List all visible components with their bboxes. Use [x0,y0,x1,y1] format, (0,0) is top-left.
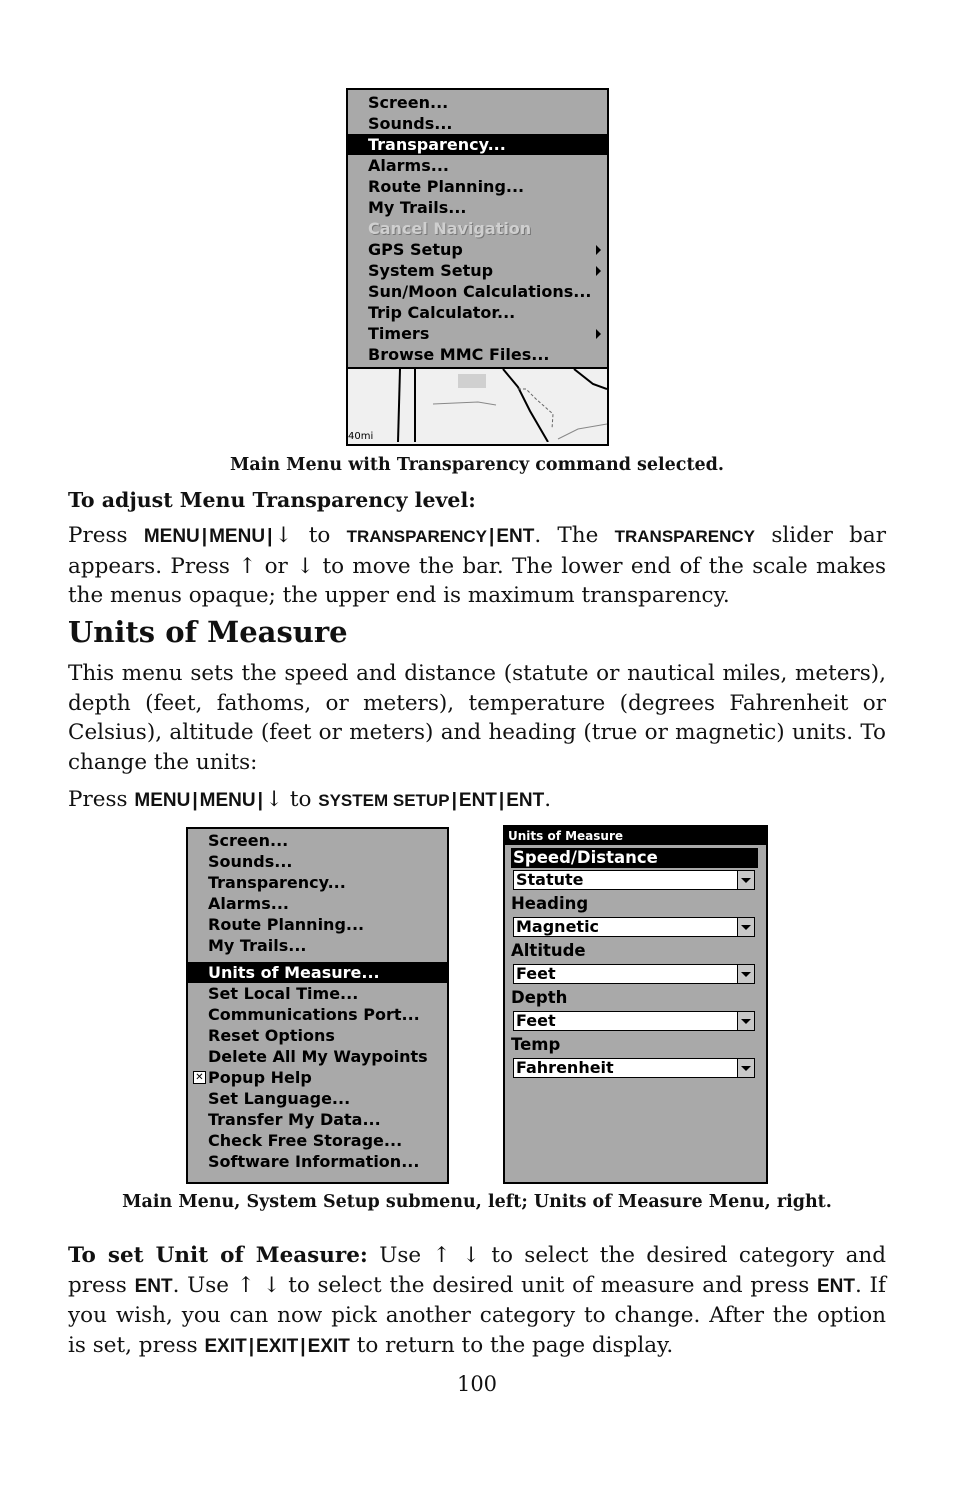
menu-item-cancel-navigation: Cancel Navigation [368,219,532,238]
select-heading[interactable]: Magnetic [513,917,755,937]
menu-item-browse-mmc[interactable]: Browse MMC Files... [368,345,550,364]
select-altitude[interactable]: Feet [513,964,755,984]
map-roads [348,369,607,442]
key-menu: MENU [199,790,256,811]
menu-item-check-storage[interactable]: Check Free Storage... [208,1131,403,1150]
units-of-measure-screenshot [503,825,768,1184]
key-exit: EXIT [204,1335,247,1357]
menu-item-reset-options[interactable]: Reset Options [208,1026,335,1045]
menu-item-communications-port[interactable]: Communications Port... [208,1005,420,1024]
units-dialog-title: Units of Measure [505,827,766,845]
chevron-down-icon[interactable] [737,1059,754,1077]
menu-item-transfer-data[interactable]: Transfer My Data... [208,1110,381,1129]
menu-item-popup-help[interactable]: ✕ Popup Help [188,1067,447,1088]
menu-item-set-language[interactable]: Set Language... [208,1089,351,1108]
menu-item-delete-waypoints[interactable]: Delete All My Waypoints [208,1047,428,1066]
main-menu-screenshot [346,88,609,446]
key-system-setup: SYSTEM SETUP [318,791,450,810]
popup-help-checkbox[interactable]: ✕ [193,1071,206,1084]
menu-item-timers[interactable]: Timers [348,323,607,344]
menu-item-my-trails[interactable]: My Trails... [208,936,307,955]
transparency-term: TRANSPARENCY [614,527,756,546]
down-arrow-icon: ↓ [461,1243,480,1268]
menu-item-software-info[interactable]: Software Information... [208,1152,420,1171]
set-unit-lead: To set Unit of Measure: [68,1243,368,1268]
menu-item-transparency[interactable]: Transparency... [208,873,346,892]
submenu-arrow-icon [596,245,601,255]
chevron-down-icon[interactable] [737,965,754,983]
units-body-paragraph: This menu sets the speed and distance (statute or nautical miles, meters), depth (feet, fathoms, or meters), temperature (degrees Fahrenheit or Celsius), altitude (feet or meters) and heading (true or magnetic) units. To change the units: [68,661,886,775]
map-background [348,367,607,444]
menu-item-units-of-measure[interactable]: Units of Measure... [188,962,447,983]
menu-item-gps-setup[interactable]: GPS Setup [348,239,607,260]
menu-item-alarms[interactable]: Alarms... [208,894,289,913]
label-temp[interactable]: Temp [511,1035,561,1054]
units-of-measure-heading: Units of Measure [68,615,348,649]
key-exit: EXIT [307,1335,350,1357]
menu-item-my-trails[interactable]: My Trails... [368,198,467,217]
select-speed-distance[interactable]: Statute [513,870,755,890]
key-ent: ENT [458,790,497,811]
transparency-paragraph: Press MENU | MENU |↓ to TRANSPARENCY | ENT. The TRANSPARENCY slider bar appears. Press ↑ or ↓ to move the bar. The lower end of the scale makes the menus opaque; the upper end is maximum transparency. [68,523,887,608]
up-arrow-icon: ↑ [236,1272,255,1298]
key-ent: ENT [816,1275,855,1297]
down-arrow-icon: ↓ [264,787,283,812]
map-scale-label: 40mi [348,431,374,442]
system-setup-submenu-screenshot [186,827,449,1184]
key-ent: ENT [496,526,535,547]
down-arrow-icon: ↓ [274,523,293,548]
key-menu: MENU [209,526,266,547]
key-menu: MENU [134,790,191,811]
menu-item-set-local-time[interactable]: Set Local Time... [208,984,359,1003]
menu-item-route-planning[interactable]: Route Planning... [368,177,525,196]
menu-item-sounds[interactable]: Sounds... [368,114,453,133]
label-heading[interactable]: Heading [511,894,589,913]
menu-item-screen[interactable]: Screen... [368,93,449,112]
down-arrow-icon: ↓ [262,1272,281,1298]
key-exit: EXIT [256,1335,299,1357]
page-number: 100 [456,1372,498,1396]
select-depth[interactable]: Feet [513,1011,755,1031]
select-temp[interactable]: Fahrenheit [513,1058,755,1078]
figure2-caption: Main Menu, System Setup submenu, left; Units of Measure Menu, right. [122,1192,832,1212]
menu-item-transparency[interactable]: Transparency... [348,134,607,155]
set-unit-paragraph: To set Unit of Measure: Use ↑ ↓ to select the desired category and press ENT. Use ↑ ↓ to select the desired unit of measure and press ENT. If you wish, you can now pick another category to change. After the option is set, press EXIT | EXIT | EXIT to return to the page display. [68,1243,887,1358]
figure1-caption: Main Menu with Transparency command selected. [229,455,724,475]
menu-item-alarms[interactable]: Alarms... [368,156,449,175]
transparency-heading: To adjust Menu Transparency level: [68,488,476,512]
menu-item-screen[interactable]: Screen... [208,831,289,850]
submenu-arrow-icon [596,266,601,276]
label-altitude[interactable]: Altitude [511,941,586,960]
key-menu: MENU [143,526,200,547]
key-ent: ENT [506,790,545,811]
key-ent: ENT [134,1275,173,1297]
chevron-down-icon[interactable] [737,1012,754,1030]
down-arrow-icon: ↓ [296,553,315,579]
menu-item-route-planning[interactable]: Route Planning... [208,915,365,934]
menu-item-system-setup[interactable]: System Setup [348,260,607,281]
units-press-line: Press MENU | MENU |↓ to SYSTEM SETUP | ENT | ENT. [68,787,552,812]
up-arrow-icon: ↑ [238,553,257,579]
menu-item-sun-moon[interactable]: Sun/Moon Calculations... [368,282,592,301]
chevron-down-icon[interactable] [737,918,754,936]
label-depth[interactable]: Depth [511,988,568,1007]
label-speed-distance[interactable]: Speed/Distance [511,848,758,868]
up-arrow-icon: ↑ [432,1243,451,1268]
menu-item-sounds[interactable]: Sounds... [208,852,293,871]
submenu-arrow-icon [596,329,601,339]
key-transparency: TRANSPARENCY [346,527,487,546]
chevron-down-icon[interactable] [737,871,754,889]
menu-item-trip-calculator[interactable]: Trip Calculator... [368,303,516,322]
